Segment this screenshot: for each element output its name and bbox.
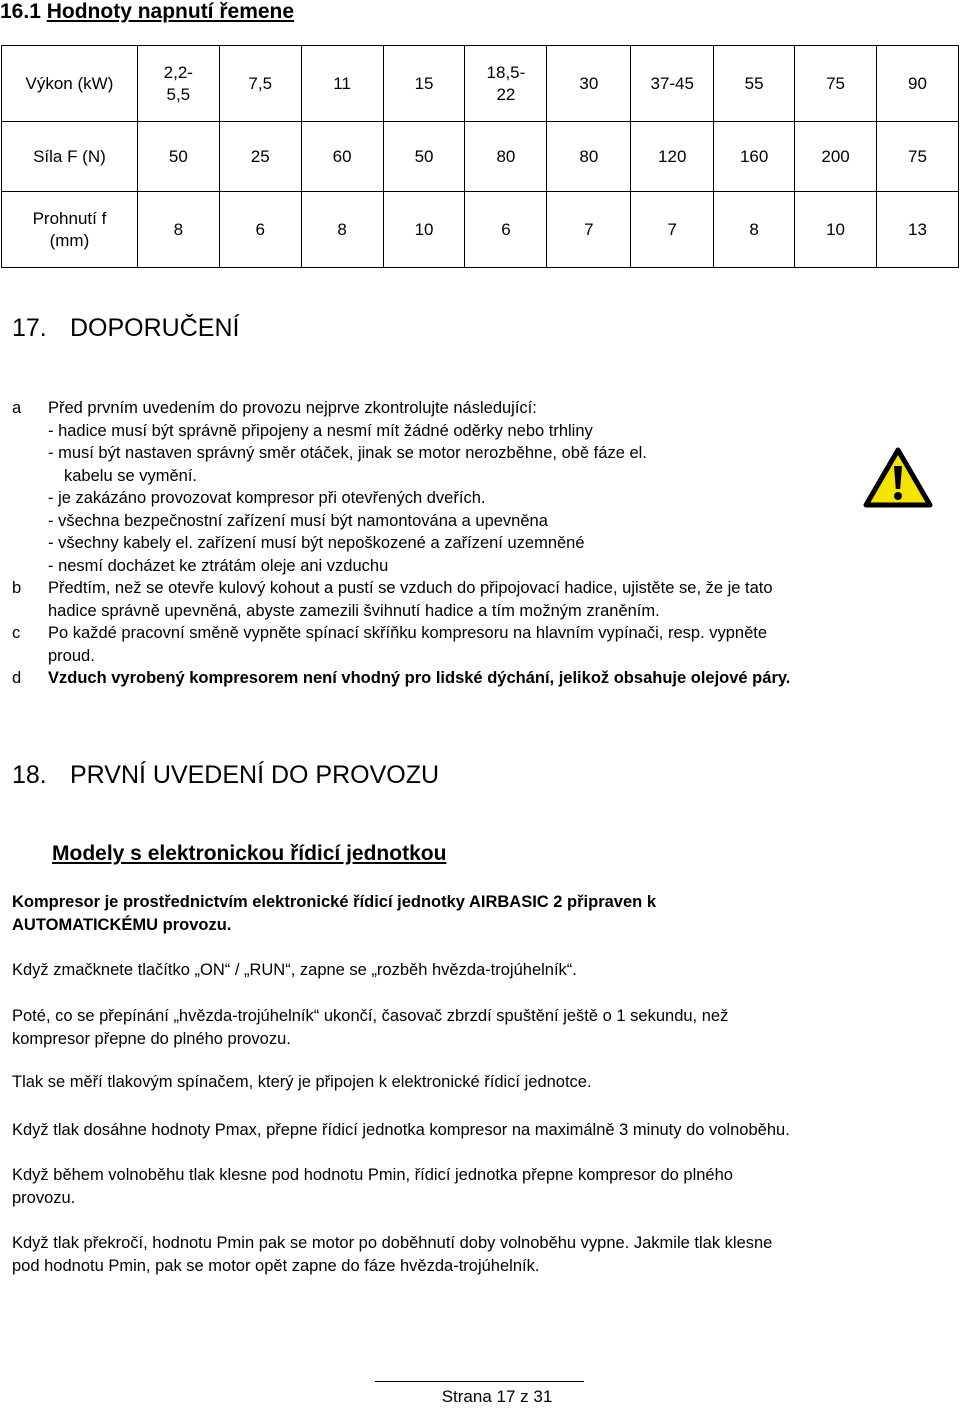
table-cell: [631, 122, 714, 192]
section-number: 16.1: [0, 0, 41, 23]
table-cell: [219, 122, 301, 192]
cell-line: 80: [579, 146, 599, 166]
list-line: - všechna bezpečnostní zařízení musí být namontována a upevněna: [48, 511, 548, 530]
table-cell: [714, 192, 795, 268]
table-cell: [631, 46, 714, 122]
cell-line: 200: [821, 146, 850, 166]
table-row: [2, 192, 959, 268]
cell-line: 2,2-: [163, 62, 193, 82]
paragraph: [12, 891, 656, 936]
table-cell: [301, 46, 383, 122]
list-line: Vzduch vyrobený kompresorem není vhodný pro lidské dýchání, jelikož obsahuje olejové páry.: [48, 669, 791, 687]
table-cell: [383, 192, 465, 268]
cell-line: 50: [168, 146, 188, 166]
paragraph-line: Když tlak překročí, hodnotu Pmin pak se motor po doběhnutí doby volnoběhu vypne. Jakmile tlak klesne: [12, 1234, 773, 1252]
section-title: DOPORUČENÍ: [70, 314, 240, 342]
paragraph: [12, 1005, 728, 1050]
list-letter: b: [12, 579, 22, 597]
row-label-cell: [2, 122, 138, 192]
cell-line: 75: [908, 146, 927, 166]
cell-line: 7,5: [248, 73, 273, 93]
cell-line: 30: [579, 73, 599, 93]
section-number: 18.: [12, 761, 47, 789]
cell-line: 80: [496, 146, 516, 166]
paragraph: [12, 1071, 592, 1094]
cell-line: 8: [749, 219, 759, 239]
cell-line: 120: [658, 146, 687, 166]
belt-tension-table: [1, 45, 959, 268]
cell-line: 7: [584, 219, 594, 239]
paragraph-line: Když tlak dosáhne hodnoty Pmax, přepne řídicí jednotka kompresor na maximálně 3 minuty do volnoběhu.: [12, 1121, 790, 1139]
table-cell: [795, 192, 877, 268]
table-cell: [877, 122, 959, 192]
paragraph-line: Když během volnoběhu tlak klesne pod hodnotu Pmin, řídicí jednotka přepne kompresor do plného: [12, 1166, 733, 1184]
list-line: proud.: [48, 646, 95, 665]
cell-line: 5,5: [166, 84, 191, 104]
list-line: - musí být nastaven správný směr otáček, jinak se motor nerozběhne, obě fáze el.: [48, 444, 647, 462]
list-line: - je zakázáno provozovat kompresor při otevřených dveřích.: [48, 489, 486, 507]
cell-line: 22: [496, 84, 516, 104]
table-cell: [465, 46, 547, 122]
cell-line: 7: [667, 219, 677, 239]
list-line: Po každé pracovní směně vypněte spínací skříňku kompresoru na hlavním vypínači, resp. vypněte: [48, 624, 768, 642]
table-cell: [219, 46, 301, 122]
cell-line: 8: [173, 219, 184, 239]
cell-line: 50: [414, 146, 434, 166]
table-cell: [795, 122, 877, 192]
section-16-1-heading: [0, 0, 294, 24]
list-letter: d: [12, 669, 22, 687]
section-title: Hodnoty napnutí řemene: [46, 0, 295, 23]
paragraph: [12, 1232, 772, 1277]
cell-line: 55: [744, 73, 764, 93]
table-row: [2, 122, 959, 192]
list-line: kabelu se vymění.: [64, 466, 197, 485]
table-cell: [877, 46, 959, 122]
cell-line: 160: [739, 146, 769, 166]
paragraph-line: Tlak se měří tlakovým spínačem, který je připojen k elektronické řídicí jednotce.: [12, 1073, 592, 1091]
cell-line: 75: [826, 73, 845, 93]
list-line: - hadice musí být správně připojeny a nesmí mít žádné oděrky nebo trhliny: [48, 421, 593, 440]
warning-triangle-icon: [863, 447, 933, 509]
table-cell: [219, 192, 301, 268]
paragraph-line: Kompresor je prostřednictvím elektronické řídicí jednotky AIRBASIC 2 připraven k: [12, 893, 656, 911]
section-18-heading: [12, 760, 439, 790]
table-cell: [631, 192, 714, 268]
table-cell: [547, 192, 631, 268]
cell-line: 25: [250, 146, 270, 166]
subsection-title: Modely s elektronickou řídicí jednotkou: [52, 842, 447, 865]
footer-divider: [375, 1381, 584, 1382]
cell-line: Prohnutí f: [32, 208, 107, 228]
table-cell: [383, 46, 465, 122]
table-cell: [714, 46, 795, 122]
cell-line: 15: [414, 73, 434, 93]
cell-line: 6: [501, 219, 511, 239]
cell-line: 10: [414, 219, 434, 239]
paragraph-line: Když zmačknete tlačítko „ON“ / „RUN“, zapne se „rozběh hvězda-trojúhelník“.: [12, 961, 577, 979]
cell-line: 18,5-: [486, 62, 526, 82]
row-label-cell: [2, 192, 138, 268]
cell-line: 13: [908, 219, 927, 239]
list-line: Před prvním uvedením do provozu nejprve zkontrolujte následující:: [48, 399, 537, 417]
cell-line: 60: [332, 146, 352, 166]
table-cell: [547, 122, 631, 192]
table-cell: [137, 192, 219, 268]
paragraph: [12, 1164, 733, 1209]
list-letter: c: [12, 624, 21, 642]
table-cell: [301, 122, 383, 192]
list-line: - nesmí docházet ke ztrátám oleje ani vzduchu: [48, 556, 389, 575]
cell-line: 37-45: [650, 73, 694, 93]
cell-line: (mm): [49, 230, 90, 250]
table-cell: [877, 192, 959, 268]
table-row: [2, 46, 959, 122]
table-cell: [714, 122, 795, 192]
table-cell: [383, 122, 465, 192]
paragraph: [12, 959, 577, 982]
list-letter: a: [12, 399, 22, 417]
section-title: PRVNÍ UVEDENÍ DO PROVOZU: [70, 761, 440, 789]
table-cell: [795, 46, 877, 122]
cell-line: Výkon (kW): [25, 73, 114, 93]
table-cell: [301, 192, 383, 268]
table-cell: [137, 122, 219, 192]
table-cell: [465, 122, 547, 192]
cell-line: 90: [908, 73, 927, 93]
cell-line: Síla F (N): [33, 146, 106, 166]
table-cell: [547, 46, 631, 122]
section-number: 17.: [12, 314, 47, 342]
recommendation-list: [0, 397, 960, 697]
paragraph: [12, 1119, 790, 1142]
section-17-heading: [12, 313, 239, 343]
list-line: - všechny kabely el. zařízení musí být nepoškozené a zařízení uzemněné: [48, 534, 585, 552]
paragraph-line: AUTOMATICKÉMU provozu.: [12, 915, 232, 934]
paragraph-line: kompresor přepne do plného provozu.: [12, 1029, 291, 1048]
paragraph-line: Poté, co se přepínání „hvězda-trojúhelník“ ukončí, časovač zbrzdí spuštění ještě o 1 sekundu, než: [12, 1007, 729, 1025]
page-number: Strana 17 z 31: [441, 1387, 553, 1406]
row-label-cell: [2, 46, 138, 122]
cell-line: 6: [255, 219, 265, 239]
list-line: Předtím, než se otevře kulový kohout a pustí se vzduch do připojovací hadice, ujistěte se, že je tato: [48, 579, 773, 597]
table-cell: [137, 46, 219, 122]
paragraph-line: pod hodnotu Pmin, pak se motor opět zapne do fáze hvězda-trojúhelník.: [12, 1256, 540, 1275]
cell-line: 10: [826, 219, 845, 239]
cell-line: 8: [337, 219, 347, 239]
list-line: hadice správně upevněná, abyste zamezili švihnutí hadice a tím možným zraněním.: [48, 601, 660, 620]
paragraph-line: provozu.: [12, 1188, 76, 1207]
cell-line: 11: [333, 73, 351, 93]
table-cell: [465, 192, 547, 268]
